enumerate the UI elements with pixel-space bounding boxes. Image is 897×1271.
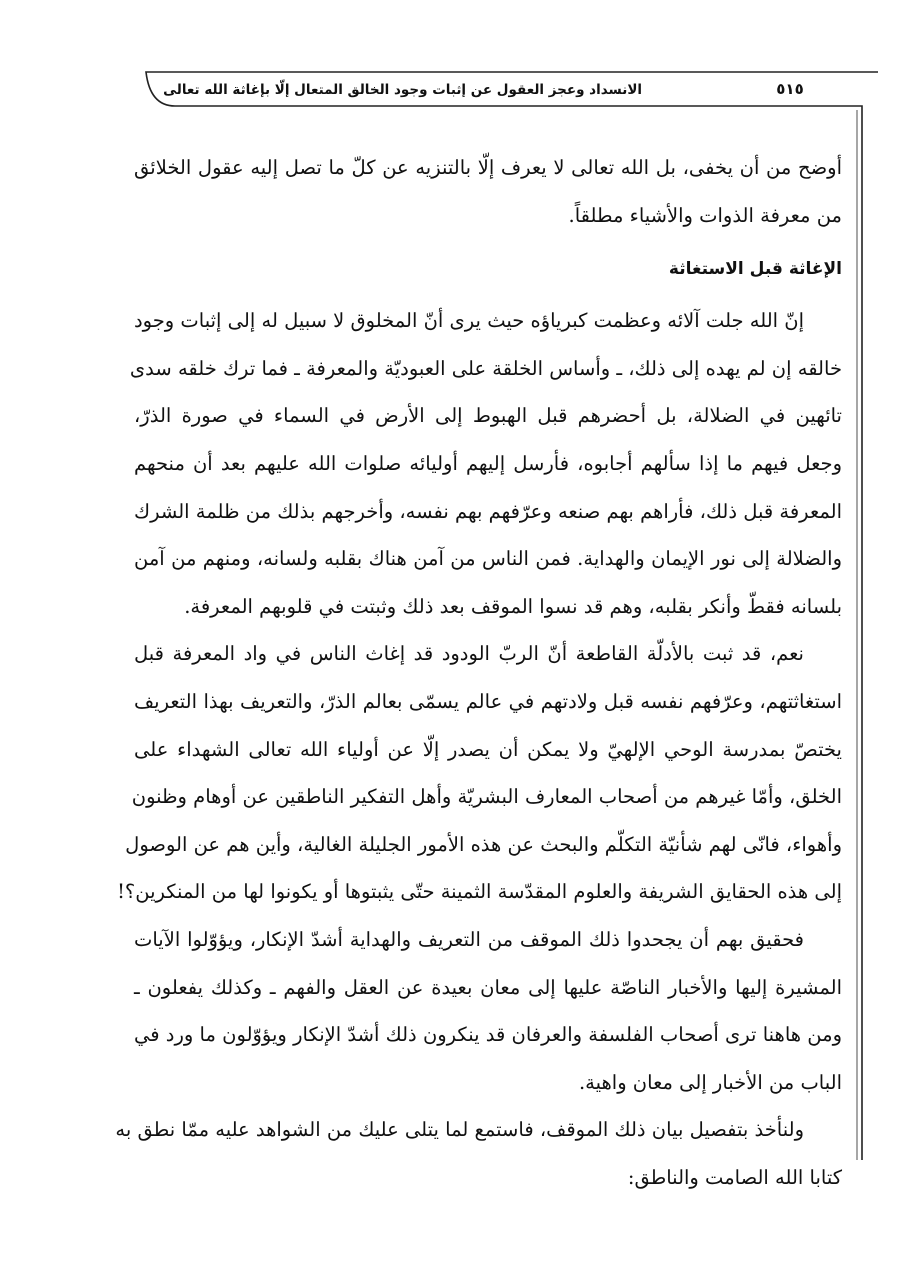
text-line: إنّ الله جلت آلائه وعظمت كبرياؤه حيث يرى أنّ المخلوق لا سبيل له إلى إثبات وجود [134,309,804,333]
text-line: وأهواء، فانّى لهم شأنيّة التكلّم والبحث عن هذه الأمور الجليلة الغالية، وأين هم عن الوصول [125,832,842,856]
paragraph-1 [134,144,842,239]
text-line: والضلالة إلى نور الإيمان والهداية. فمن الناس من آمن هناك بقلبه ولسانه، ومنهم من آمن [134,547,842,571]
text-line: خالقه إن لم يهده إلى ذلك، ـ وأساس الخلقة على العبوديّة والمعرفة ـ فما ترك خلقه سدى [129,356,842,380]
paragraph-3 [117,630,842,916]
text-line: وجعل فيهم ما إذا سألهم أجابوه، فأرسل إليهم أوليائه صلوات الله عليهم بعد أن منحهم [134,451,842,475]
paragraph-4 [134,916,842,1106]
body-text [115,144,842,1201]
text-line: بلسانه فقطّ وأنكر بقلبه، وهم قد نسوا الموقف بعد ذلك وثبتت في قلوبهم المعرفة. [184,594,842,618]
text-line: تائهين في الضلالة، بل أحضرهم قبل الهبوط إلى الأرض في السماء في صورة الذرّ، [134,404,842,428]
text-line: ومن هاهنا ترى أصحاب الفلسفة والعرفان قد ينكرون ذلك أشدّ الإنكار ويؤوّلون ما ورد في [134,1023,842,1047]
paragraph-2 [129,297,842,630]
text-line: أوضح من أن يخفى، بل الله تعالى لا يعرف إلّا بالتنزيه عن كلّ ما تصل إليه عقول الخلائق [134,156,842,179]
text-line: فحقيق بهم أن يجحدوا ذلك الموقف من التعريف والهداية أشدّ الإنكار، ويؤوّلوا الآيات [134,927,804,951]
text-line: نعم، قد ثبت بالأدلّة القاطعة أنّ الربّ الودود قد إغاث الناس في واد المعرفة قبل [134,642,804,666]
text-line: الباب من الأخبار إلى معان واهية. [578,1070,842,1094]
text-line: إلى هذه الحقايق الشريفة والعلوم المقدّسة الثمينة حتّى يثبتوها أو يكونوا لها من المنكرين؟! [117,880,842,904]
text-line: المعرفة قبل ذلك، فأراهم بهم صنعه وعرّفهم بهم نفسه، وأخرجهم بذلك من ظلمة الشرك [134,499,842,523]
text-line: كتابا الله الصامت والناطق: [627,1165,842,1189]
page-number: ٥١٥ [776,80,804,98]
section-heading: الإغاثة قبل الاستغاثة [668,259,842,280]
running-title: الانسداد وعجز العقول عن إثبات وجود الخالق المتعال إلّا بإغاثة الله تعالى [163,82,642,98]
text-line: ولنأخذ بتفصيل بيان ذلك الموقف، فاستمع لما يتلى عليك من الشواهد عليه ممّا نطق به [115,1118,804,1142]
text-line: من معرفة الذوات والأشياء مطلقاً. [568,203,842,227]
text-line: الخلق، وأمّا غيرهم من أصحاب المعارف البشريّة وأهل التفكير الناطقين عن أوهام وظنون [131,785,842,809]
paragraph-5 [115,1106,842,1201]
text-line: استغاثتهم، وعرّفهم نفسه قبل ولادتهم في عالم يسمّى بعالم الذرّ، والتعريف بهذا التعريف [134,689,842,713]
text-line: المشيرة إليها والأخبار الناصّة عليها إلى معان بعيدة عن العقل والفهم ـ وكذلك يفعلون ـ [134,975,842,999]
text-line: يختصّ بمدرسة الوحي الإلهيّ ولا يمكن أن يصدر إلّا عن أولياء الله تعالى الشهداء على [134,737,842,761]
